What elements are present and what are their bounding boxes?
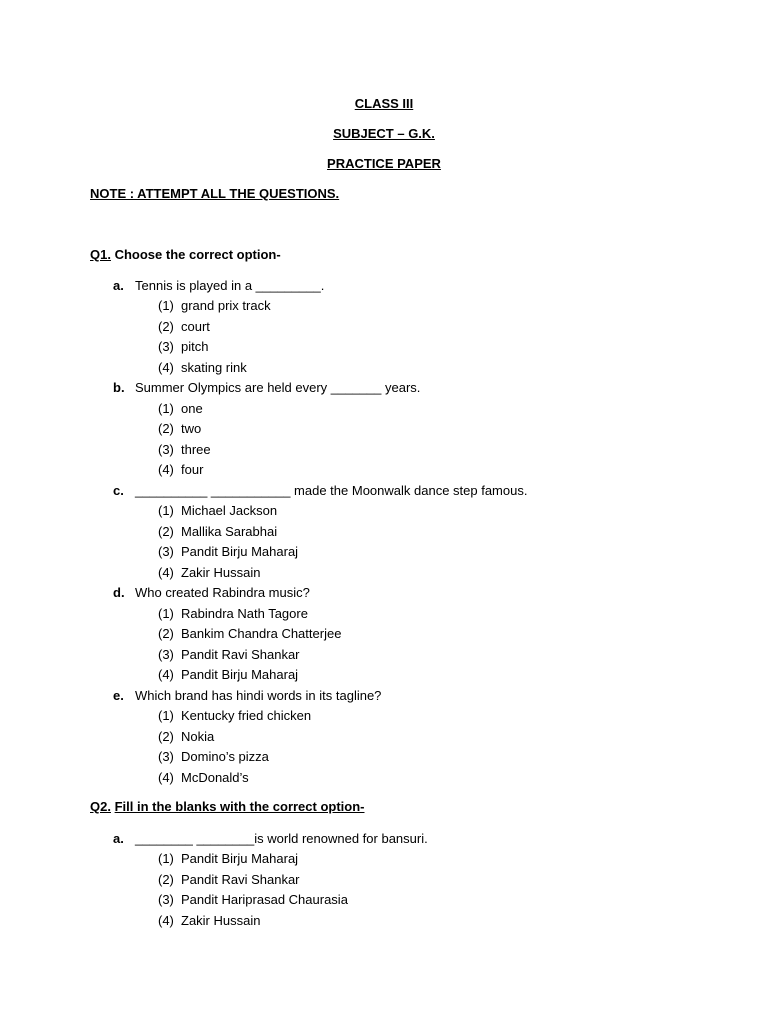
question-text: Who created Rabindra music? (135, 585, 310, 601)
answer-option (113, 316, 733, 337)
option-text: Zakir Hussain (181, 564, 261, 580)
answer-option (113, 521, 733, 542)
answer-option (113, 419, 733, 440)
class-title: CLASS III (354, 96, 414, 111)
q1-number: Q1. (90, 247, 111, 262)
question-item (113, 583, 733, 686)
q1-heading (90, 247, 281, 262)
q2-title: Fill in the blanks with the correct option- (114, 799, 365, 814)
question-item (113, 275, 733, 378)
answer-option (113, 562, 733, 583)
option-number: (3) (158, 892, 174, 908)
option-number: (3) (158, 544, 174, 560)
option-number: (1) (158, 400, 174, 416)
q2-number: Q2. (90, 799, 111, 814)
option-number: (2) (158, 318, 174, 334)
answer-option (113, 706, 733, 727)
q1-title: Choose the correct option- (110, 247, 281, 262)
answer-option (113, 398, 733, 419)
answer-option (113, 501, 733, 522)
option-text: two (181, 421, 202, 437)
answer-option (113, 849, 733, 870)
option-text: Bankim Chandra Chatterjee (181, 626, 342, 642)
option-number: (1) (158, 605, 174, 621)
answer-option (113, 910, 733, 931)
option-number: (4) (158, 667, 174, 683)
question-item (113, 480, 733, 583)
answer-option (113, 542, 733, 563)
option-number: (4) (158, 912, 174, 928)
option-number: (4) (158, 564, 174, 580)
question-item (113, 685, 733, 788)
option-number: (4) (158, 769, 174, 785)
option-text: Domino’s pizza (181, 749, 269, 765)
option-number: (2) (158, 626, 174, 642)
question-text: ________ ________is world renowned for bansuri. (135, 830, 428, 846)
option-number: (2) (158, 421, 174, 437)
option-number: (1) (158, 708, 174, 724)
q2-question-list (113, 828, 733, 931)
question-text: Summer Olympics are held every _______ years. (135, 380, 421, 396)
question-line (113, 583, 733, 604)
option-text: skating rink (181, 359, 247, 375)
option-number: (1) (158, 298, 174, 314)
answer-option (113, 624, 733, 645)
answer-option (113, 603, 733, 624)
option-text: McDonald’s (181, 769, 249, 785)
option-text: Rabindra Nath Tagore (181, 605, 308, 621)
answer-option (113, 337, 733, 358)
answer-option (113, 644, 733, 665)
instructions-note: NOTE : ATTEMPT ALL THE QUESTIONS. (90, 186, 340, 201)
answer-option (113, 869, 733, 890)
question-line (113, 828, 733, 849)
answer-option (113, 439, 733, 460)
question-line (113, 685, 733, 706)
option-text: Pandit Ravi Shankar (181, 871, 300, 887)
option-text: Pandit Hariprasad Chaurasia (181, 892, 348, 908)
question-letter: e. (113, 687, 124, 703)
paper-title: PRACTICE PAPER (327, 156, 441, 171)
question-text: Which brand has hindi words in its tagline? (135, 687, 382, 703)
option-text: Michael Jackson (181, 503, 278, 519)
option-number: (4) (158, 462, 174, 478)
option-number: (3) (158, 749, 174, 765)
question-item (113, 378, 733, 481)
option-text: Nokia (181, 728, 215, 744)
option-number: (2) (158, 523, 174, 539)
question-letter: d. (113, 585, 125, 601)
option-text: pitch (181, 339, 209, 355)
question-letter: a. (113, 830, 124, 846)
question-letter: c. (113, 482, 124, 498)
answer-option (113, 460, 733, 481)
answer-option (113, 767, 733, 788)
question-line (113, 275, 733, 296)
answer-option (113, 296, 733, 317)
option-number: (3) (158, 441, 174, 457)
answer-option (113, 665, 733, 686)
option-number: (1) (158, 851, 174, 867)
q2-heading (90, 799, 365, 814)
option-number: (2) (158, 728, 174, 744)
option-text: one (181, 400, 203, 416)
option-text: Mallika Sarabhai (181, 523, 278, 539)
option-text: court (181, 318, 210, 334)
option-number: (1) (158, 503, 174, 519)
option-number: (3) (158, 646, 174, 662)
answer-option (113, 890, 733, 911)
question-line (113, 480, 733, 501)
option-number: (2) (158, 871, 174, 887)
option-text: Pandit Ravi Shankar (181, 646, 300, 662)
answer-option (113, 747, 733, 768)
question-letter: a. (113, 277, 124, 293)
answer-option (113, 726, 733, 747)
question-letter: b. (113, 380, 125, 396)
answer-option (113, 357, 733, 378)
q1-question-list (113, 275, 733, 788)
question-line (113, 378, 733, 399)
option-text: four (181, 462, 204, 478)
option-number: (3) (158, 339, 174, 355)
option-text: Pandit Birju Maharaj (181, 667, 299, 683)
option-text: Kentucky fried chicken (181, 708, 312, 724)
question-item (113, 828, 733, 931)
option-number: (4) (158, 359, 174, 375)
option-text: Zakir Hussain (181, 912, 261, 928)
option-text: Pandit Birju Maharaj (181, 851, 299, 867)
question-text: __________ ___________ made the Moonwalk dance step famous. (135, 482, 528, 498)
option-text: Pandit Birju Maharaj (181, 544, 299, 560)
subject-title: SUBJECT – G.K. (333, 126, 435, 141)
option-text: three (181, 441, 211, 457)
question-text: Tennis is played in a _________. (135, 277, 325, 293)
option-text: grand prix track (181, 298, 271, 314)
